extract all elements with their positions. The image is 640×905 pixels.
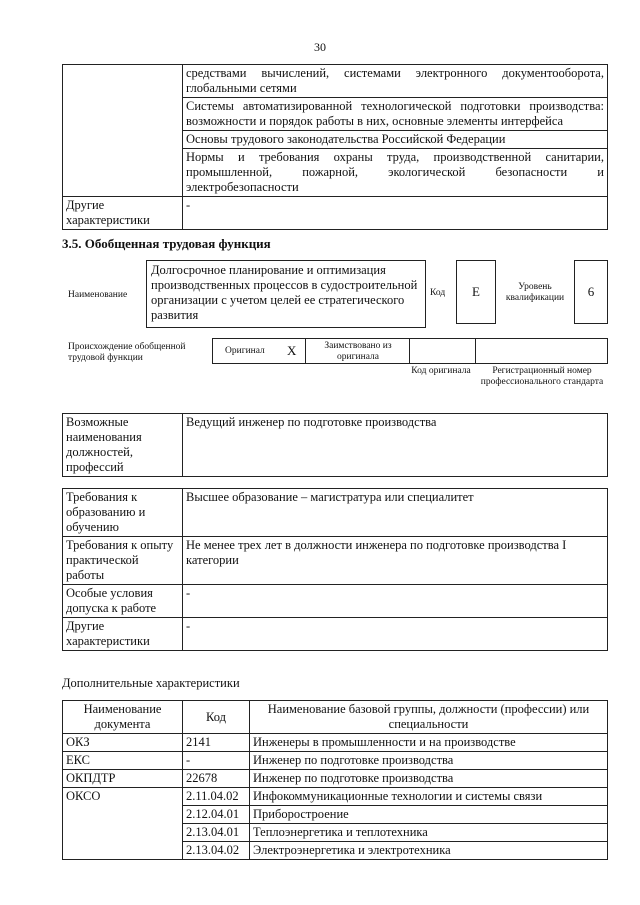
- section-title: 3.5. Обобщенная трудовая функция: [62, 236, 271, 251]
- requirement-value: Не менее трех лет в должности инженера по подготовке производства I категории: [183, 537, 608, 585]
- doc-cell: ОКЗ: [63, 734, 183, 752]
- registration-caption: Регистрационный номер профессионального стандарта: [480, 366, 604, 387]
- requirements-table: [62, 488, 608, 651]
- code-cell: 2.12.04.01: [183, 806, 250, 824]
- code-cell: 2141: [183, 734, 250, 752]
- extra-table: [62, 700, 608, 860]
- code-cell: -: [183, 752, 250, 770]
- name-label: Наименование: [68, 290, 128, 300]
- table-row: [63, 197, 608, 230]
- name-cell: Электроэнергетика и электротехника: [250, 842, 608, 860]
- table-row: [63, 414, 608, 477]
- divider: [475, 339, 476, 363]
- requirement-value: Высшее образование – магистратура или специалитет: [183, 489, 608, 537]
- original-label: Оригинал: [225, 346, 265, 356]
- doc-cell: ОКСО: [63, 788, 183, 860]
- header-name: Наименование базовой группы, должности (профессии) или специальности: [250, 701, 608, 734]
- requirement-label: Требования к опыту практической работы: [63, 537, 183, 585]
- knowledge-item: Системы автоматизированной технологической подготовки производства: возможности и порядок работы в них, основные элементы интерфейса: [183, 98, 608, 131]
- origin-label: Происхождение обобщенной трудовой функции: [68, 342, 186, 363]
- original-mark: X: [287, 343, 297, 358]
- code-value: E: [456, 260, 496, 324]
- name-cell: Инженер по подготовке производства: [250, 752, 608, 770]
- knowledge-item: Основы трудового законодательства Российской Федерации: [183, 131, 608, 149]
- table-header-row: [63, 701, 608, 734]
- divider: [409, 339, 410, 363]
- requirement-value: -: [183, 618, 608, 651]
- code-cell: 2.13.04.01: [183, 824, 250, 842]
- name-cell: Теплоэнергетика и теплотехника: [250, 824, 608, 842]
- origin-box: [212, 338, 608, 364]
- doc-cell: ЕКС: [63, 752, 183, 770]
- knowledge-item: средствами вычислений, системами электронного документооборота, глобальными сетями: [183, 65, 608, 98]
- function-name: Долгосрочное планирование и оптимизация производственных процессов в судостроительной организации с учетом целей ее стратегического развития: [146, 260, 426, 328]
- table-row: [63, 537, 608, 585]
- empty-label-cell: [63, 65, 183, 197]
- table-row: [63, 618, 608, 651]
- table-row: [63, 734, 608, 752]
- requirement-value: -: [183, 585, 608, 618]
- table-row: [63, 65, 608, 98]
- positions-label: Возможные наименования должностей, профессий: [63, 414, 183, 477]
- other-characteristics-value: -: [183, 197, 608, 230]
- requirement-label: Требования к образованию и обучению: [63, 489, 183, 537]
- table-row: [63, 585, 608, 618]
- name-cell: Приборостроение: [250, 806, 608, 824]
- page-number: 30: [314, 40, 326, 54]
- code-cell: 2.11.04.02: [183, 788, 250, 806]
- extra-title: Дополнительные характеристики: [62, 676, 240, 690]
- header-code: Код: [183, 701, 250, 734]
- knowledge-item: Нормы и требования охраны труда, производственной санитарии, промышленной, пожарной, экологической безопасности и электробезопасности: [183, 149, 608, 197]
- code-cell: 22678: [183, 770, 250, 788]
- table-row: [63, 770, 608, 788]
- code-caption: Код оригинала: [411, 366, 471, 376]
- divider: [305, 339, 306, 363]
- code-cell: 2.13.04.02: [183, 842, 250, 860]
- code-label: Код: [430, 288, 446, 298]
- level-label: Уровень квалификации: [505, 282, 565, 303]
- table-row: [63, 752, 608, 770]
- level-value: 6: [574, 260, 608, 324]
- requirement-label: Особые условия допуска к работе: [63, 585, 183, 618]
- positions-value: Ведущий инженер по подготовке производства: [183, 414, 608, 477]
- borrowed-label: Заимствовано из оригинала: [324, 341, 392, 362]
- knowledge-table: [62, 64, 608, 230]
- name-cell: Инженер по подготовке производства: [250, 770, 608, 788]
- name-cell: Инженеры в промышленности и на производстве: [250, 734, 608, 752]
- table-row: [63, 788, 608, 806]
- positions-table: [62, 413, 608, 477]
- header-doc: Наименование документа: [63, 701, 183, 734]
- name-cell: Инфокоммуникационные технологии и системы связи: [250, 788, 608, 806]
- table-row: [63, 489, 608, 537]
- requirement-label: Другие характеристики: [63, 618, 183, 651]
- doc-cell: ОКПДТР: [63, 770, 183, 788]
- other-characteristics-label: Другие характеристики: [63, 197, 183, 230]
